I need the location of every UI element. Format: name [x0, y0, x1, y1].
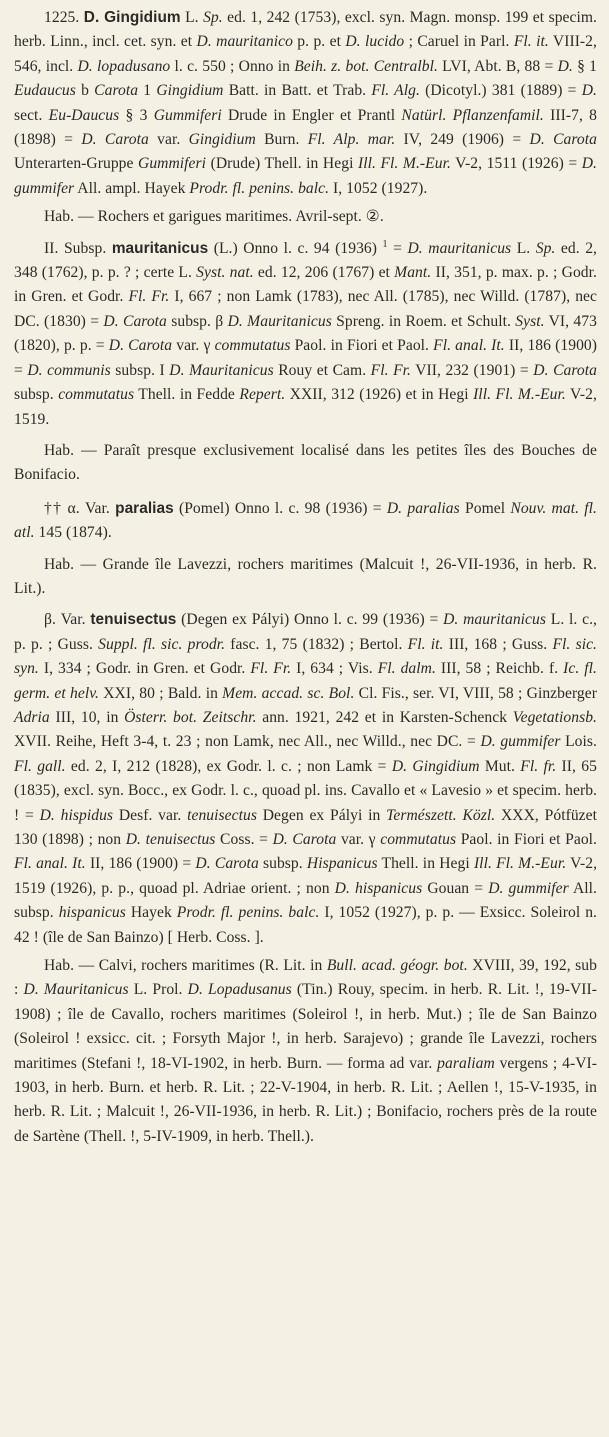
species-entry-1225: 1225. D. Gingidium L. Sp. ed. 1, 242 (1753), excl. syn. Magn. monsp. 199 et specim. herb. Linn., incl. cet. syn. et D. mauritanico p. p. et D. lucido ; Caruel in Parl. Fl. it. VIII-2, 546, incl. D. lopadusano l. c. 550 ; Onno in Beih. z. bot. Centralbl. LVI, Abt. B, 88 = D. § 1 Eudaucus b Carota 1 Gingidium Batt. in Batt. et Trab. Fl. Alg. (Dicotyl.) 381 (1889) = D. sect. Eu-Daucus § 3 Gummiferi Drude in Engler et Prantl Natürl. Pflanzenfamil. III-7, 8 (1898) = D. Carota var. Gingidium Burn. Fl. Alp. mar. IV, 249 (1906) = D. Carota Unterarten-Gruppe Gummiferi (Drude) Thell. in Hegi Ill. Fl. M.-Eur. V-2, 1511 (1926) = D. gummifer All. ampl. Hayek Prodr. fl. penins. balc. I, 1052 (1927). — [14, 9, 598, 197]
variety-name: paralias — [115, 499, 174, 517]
variety-entry-tenuisectus: β. Var. tenuisectus (Degen ex Pályi) Onno l. c. 99 (1936) = D. mauritanicus L. l. c., p. p. ; Guss. Suppl. fl. sic. prodr. fasc. 1, 75 (1832) ; Bertol. Fl. it. III, 168 ; Guss. Fl. sic. syn. I, 334 ; Godr. in Gren. et Godr. Fl. Fr. I, 634 ; Vis. Fl. dalm. III, 58 ; Reichb. f. Ic. fl. germ. et helv. XXI, 80 ; Bald. in Mem. accad. sc. Bol. Cl. Fis., ser. VI, VIII, 58 ; Ginzberger Adria III, 10, in Österr. bot. Zeitschr. ann. 1921, 242 et in Karsten-Schenck Vegetationsb. XVII. Reihe, Heft 3-4, t. 23 ; non Lamk, nec All., nec Willd., nec DC. = D. gummifer Lois. Fl. gall. ed. 2, I, 212 (1828), ex Godr. l. c. ; non Lamk = D. Gingidium Mut. Fl. fr. II, 65 (1835), excl. syn. Bocc., ex Godr. l. c., quoad pl. ins. Cavallo et « Lavesio » et specim. herb. ! = D. hispidus Desf. var. tenuisectus Degen ex Pályi in Természett. Közl. XXX, Pótfüzet 130 (1898) ; non D. tenuisectus Coss. = D. Carota var. γ commutatus Paol. in Fiori et Paol. Fl. anal. It. II, 186 (1900) = D. Carota subsp. Hispanicus Thell. in Hegi Ill. Fl. M.-Eur. V-2, 1519 (1926), p. p., quoad pl. Adriae orient. ; non D. hispanicus Gouan = D. gummifer All. subsp. hispanicus Hayek Prodr. fl. penins. balc. I, 1052 (1927), p. p. — Exsicc. Soleirol n. 42 ! (île de San Bainzo) [ Herb. Coss. ]. — [14, 611, 598, 946]
habitat-paragraph-4: Hab. — Calvi, rochers maritimes (R. Lit. in Bull. acad. géogr. bot. XVIII, 39, 192, sub : D. Mauritanicus L. Prol. D. Lopadusanus (Tin.) Rouy, specim. in herb. R. Lit. !, 19-VII-1908) ; île de Cavallo, rochers maritimes (Soleirol !, in herb. Mut.) ; île de San Bainzo (Soleirol ! exsicc. cit. ; Forsyth Major !, in herb. Sarajevo) ; grande île Lavezzi, rochers maritimes (Stefani !, 18-VI-1902, in herb. Burn. — forma ad var. paraliam vergens ; 4-VI-1903, in herb. Burn. et herb. R. Lit. ; 22-V-1904, in herb. R. Lit. ; Aellen !, 15-V-1935, in herb. R. Lit. ; Malcuit !, 26-VII-1936, in herb. R. Lit.) ; Bonifacio, rochers près de la route de Sartène (Thell. !, 5-IV-1909, in herb. Thell.). — [14, 957, 598, 1145]
variety-entry-paralias: †† α. Var. paralias (Pomel) Onno l. c. 98 (1936) = D. paralias Pomel Nouv. mat. fl. atl. 145 (1874). — [14, 499, 597, 542]
habitat-paragraph-3: Hab. — Grande île Lavezzi, rochers maritimes (Malcuit !, 26-VII-1936, in herb. R. Lit.). — [14, 555, 597, 597]
habitat-paragraph-2: Hab. — Paraît presque exclusivement localisé dans les petites îles des Bouches de Bonifacio. — [14, 441, 597, 484]
habitat-paragraph-1: Hab. — Rochers et garigues maritimes. Avril-sept. ②. — [44, 208, 384, 226]
footnote-marker: 1 — [382, 238, 388, 250]
subspecies-name: mauritanicus — [111, 239, 209, 257]
variety-name: tenuisectus — [90, 611, 177, 629]
subspecies-entry-mauritanicus: II. Subsp. mauritanicus (L.) Onno l. c. 94 (1936) $^1$ = D. mauritanicus L. Sp. ed. 2, 348 (1762), p. p. ? ; certe L. Syst. nat. ed. 12, 206 (1767) et Mant. II, 351, p. max. p. ; Godr. in Gren. et Godr. Fl. Fr. I, 667 ; non Lamk (1783), nec All. (1785), nec Willd. (1787), nec DC. (1830) = D. Carota subsp. β D. Mauritanicus Spreng. in Roem. et Schult. Syst. VI, 473 (1820), p. p. = D. Carota var. γ commutatus Paol. in Fiori et Paol. Fl. anal. It. II, 186 (1900) = D. communis subsp. I D. Mauritanicus Rouy et Cam. Fl. Fr. VII, 232 (1901) = D. Carota subsp. commutatus Thell. in Fedde Repert. XXII, 312 (1926) et in Hegi Ill. Fl. M.-Eur. V-2, 1519. — [14, 238, 598, 428]
entry-number: 1225. — [44, 9, 80, 26]
species-name: D. Gingidium — [83, 9, 181, 26]
